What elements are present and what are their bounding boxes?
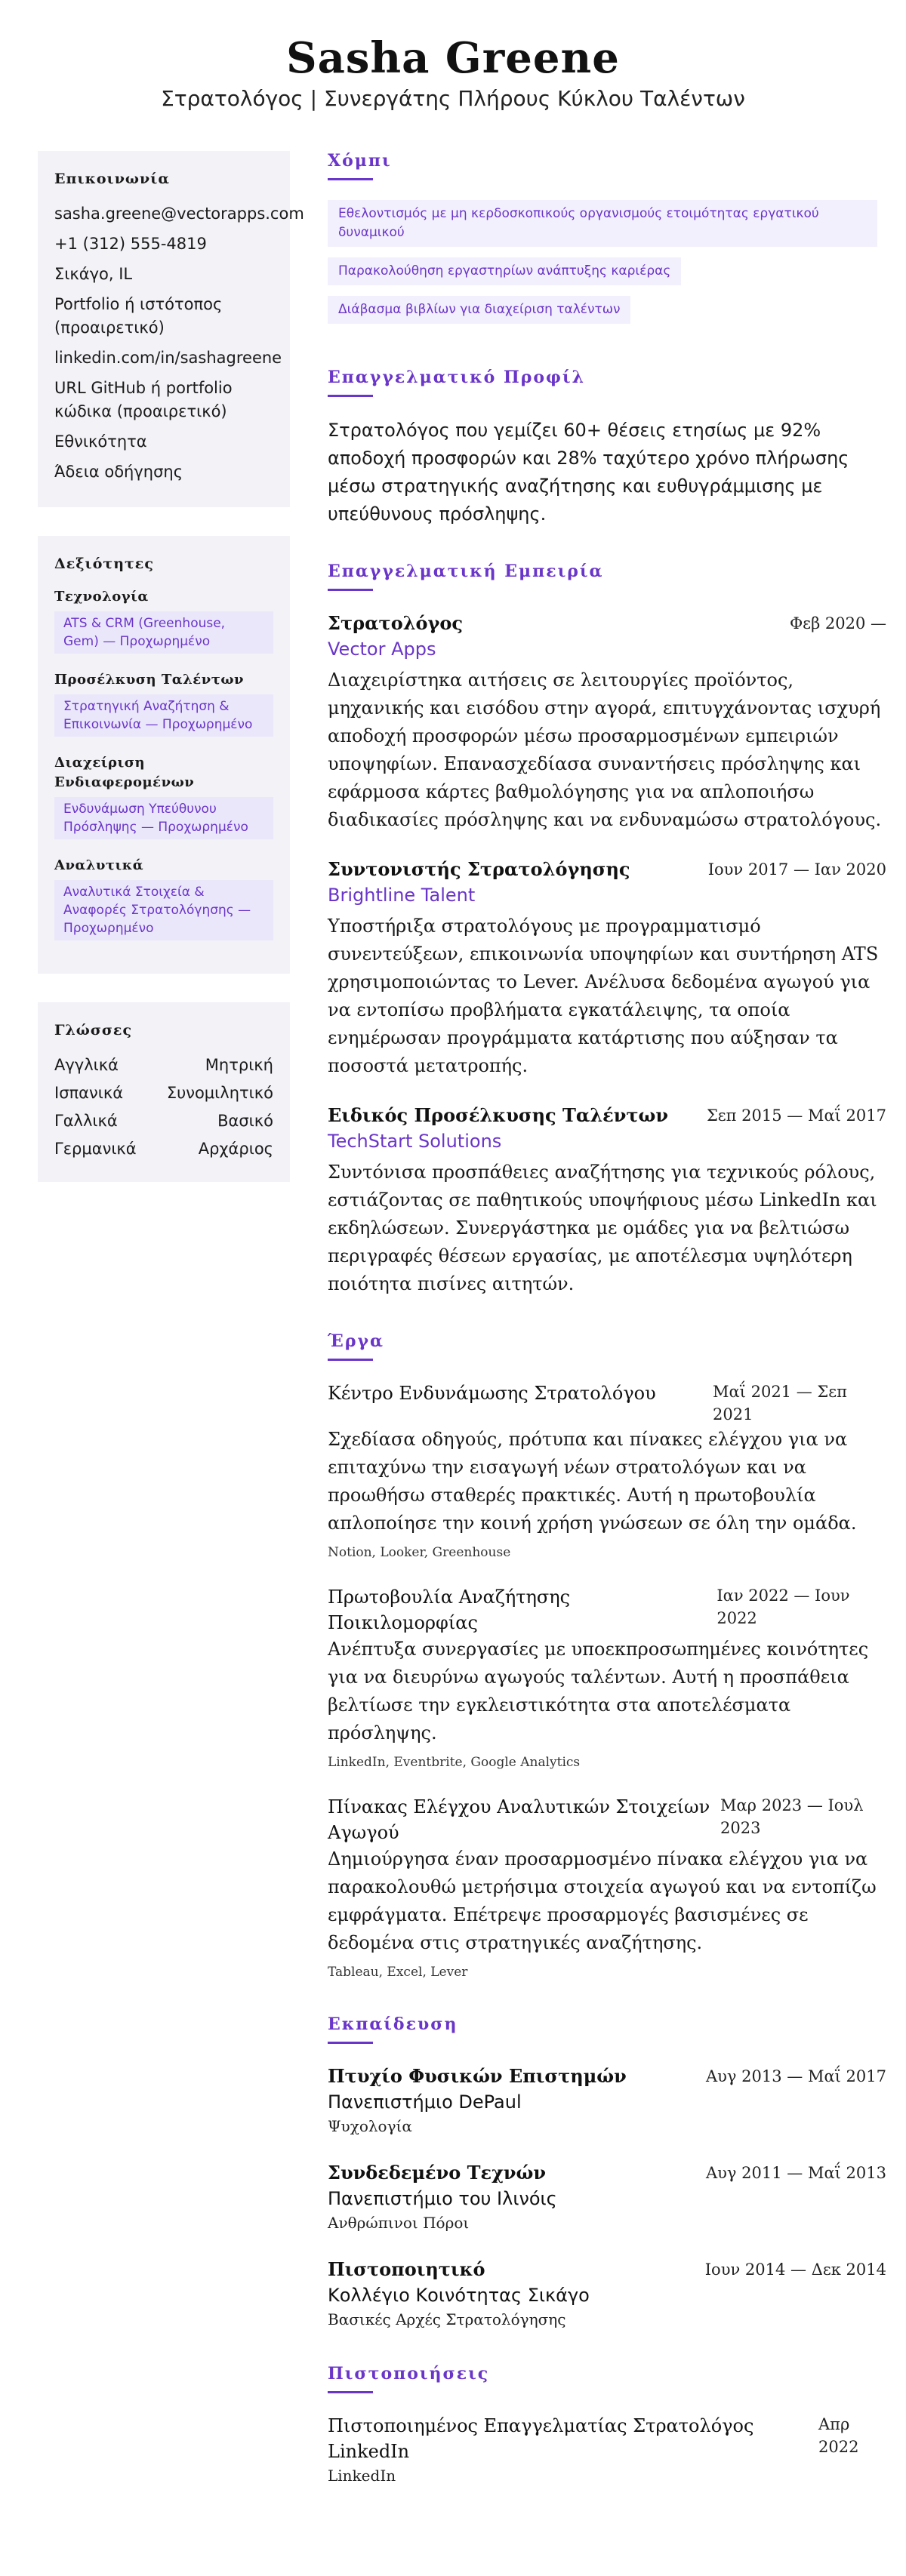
field-of-study: Ανθρώπινοι Πόροι [328, 2214, 470, 2232]
candidate-name: Sasha Greene [286, 33, 620, 83]
contact-title: Επικοινωνία [54, 171, 170, 187]
project-entry [328, 1584, 886, 1771]
section-divider [328, 1359, 373, 1361]
job-description: Υποστήριξα στρατολόγους με προγραμματισμό συνεντεύξεων, επικοινωνία υποψηφίων και συντήρηση ATS χρησιμοποιώντας το Lever. Ανέλυσα δεδομένα αγωγού για να εντοπίσω προβλήματα εγκατάλειψης, τα οποία ενημέρωσαν προγράμματα κατάρτισης που αύξησαν τα ποσοστά μετατροπής. [328, 916, 879, 1076]
project-tools: Tableau, Excel, Lever [328, 1965, 468, 1980]
skill-chip: Αναλυτικά Στοιχεία & Αναφορές Στρατολόγησης — Προχωρημένο [54, 880, 273, 940]
project-date: Μαΐ 2021 — Σεπ 2021 [713, 1383, 847, 1423]
language-name: Γερμανικά [54, 1140, 137, 1158]
language-row [54, 1082, 273, 1105]
main-content [328, 151, 886, 2520]
hobby-chip: Παρακολούθηση εργαστηρίων ανάπτυξης καριέρας [328, 257, 681, 285]
sidebar [38, 151, 304, 2520]
job-company: Brightline Talent [328, 885, 476, 906]
experience-entry [328, 857, 886, 1080]
languages-title: Γλώσσες [54, 1022, 133, 1039]
certification-entry [328, 2413, 886, 2487]
job-role: Ειδικός Προσέλκυσης Ταλέντων [328, 1104, 669, 1126]
language-level: Βασικό [217, 1112, 273, 1130]
section-divider [328, 178, 373, 180]
degree-date: Ιουν 2014 — Δεκ 2014 [704, 2261, 886, 2279]
section-divider [328, 395, 373, 397]
certification-issuer: LinkedIn [328, 2467, 396, 2485]
project-description: Δημιούργησα έναν προσαρμοσμένο πίνακα ελέγχου για να παρακολουθώ μετρήσιμα στοιχεία αγωγού και να εντοπίζω εμφράγματα. Επέτρεψε προσαρμογές βασισμένες σε δεδομένα στις στρατηγικές αναζήτησης. [328, 1848, 877, 1953]
language-name: Αγγλικά [54, 1056, 119, 1074]
section-divider [328, 2391, 373, 2393]
experience-section [328, 562, 886, 1298]
hobby-chip: Διάβασμα βιβλίων για διαχείριση ταλέντων [328, 296, 630, 324]
skills-title: Δεξιότητες [54, 556, 154, 572]
contact-phone[interactable]: +1 (312) 555-4819 [54, 235, 207, 253]
language-row [54, 1109, 273, 1133]
language-level: Αρχάριος [198, 1140, 273, 1158]
hobbies-title: Χόμπι [328, 151, 392, 171]
resume-header [0, 0, 906, 111]
experience-entry [328, 611, 886, 834]
skill-group [54, 670, 273, 737]
skill-group [54, 856, 273, 940]
degree-date: Αυγ 2013 — Μαΐ 2017 [706, 2067, 886, 2085]
project-description: Σχεδίασα οδηγούς, πρότυπα και πίνακες ελέγχου για να επιταχύνω την εισαγωγή νέων στρατολόγων και να προωθήσω σταθερές πρακτικές. Αυτή η πρωτοβουλία απλοποίησε την κοινή χρήση γνώσεων σε όλη την ομάδα. [328, 1429, 857, 1534]
skill-chip: Ενδυνάμωση Υπεύθυνου Πρόσληψης — Προχωρημένο [54, 797, 273, 839]
skill-chip: Στρατηγική Αναζήτηση & Επικοινωνία — Προχωρημένο [54, 694, 273, 737]
project-entry [328, 1380, 886, 1562]
contact-nationality: Εθνικότητα [54, 432, 147, 451]
language-level: Συνομιλητικό [166, 1084, 273, 1102]
experience-entry [328, 1103, 886, 1298]
profile-section [328, 368, 886, 528]
hobby-chip: Εθελοντισμός με μη κερδοσκοπικούς οργανισμούς ετοιμότητας εργατικού δυναμικού [328, 200, 877, 247]
project-tools: LinkedIn, Eventbrite, Google Analytics [328, 1755, 581, 1770]
project-entry [328, 1794, 886, 1981]
degree-title: Πιστοποιητικό [328, 2258, 485, 2280]
skill-group-title: Τεχνολογία [54, 589, 149, 605]
degree-title: Πτυχίο Φυσικών Επιστημών [328, 2065, 627, 2087]
language-name: Ισπανικά [54, 1084, 124, 1102]
contact-card [38, 151, 304, 507]
skill-group-title: Προσέλκυση Ταλέντων [54, 672, 244, 688]
school-name: Πανεπιστήμιο του Ιλινόις [328, 2188, 557, 2209]
project-tools: Notion, Looker, Greenhouse [328, 1545, 511, 1560]
education-entry [328, 2160, 886, 2234]
project-date: Ιαν 2022 — Ιουν 2022 [716, 1587, 850, 1627]
projects-section [328, 1331, 886, 1981]
experience-title: Επαγγελματική Εμπειρία [328, 562, 604, 581]
resume-columns [0, 151, 906, 2520]
languages-card [38, 1002, 290, 1182]
contact-email[interactable]: sasha.greene@vectorapps.com [54, 205, 304, 223]
skill-chip: ATS & CRM (Greenhouse, Gem) — Προχωρημένο [54, 611, 273, 654]
project-title: Κέντρο Ενδυνάμωσης Στρατολόγου [328, 1383, 656, 1404]
job-date: Φεβ 2020 — [789, 614, 886, 632]
skill-group [54, 587, 273, 654]
hobbies-section [328, 151, 886, 334]
degree-title: Συνδεδεμένο Τεχνών [328, 2162, 547, 2184]
language-level: Μητρική [205, 1056, 273, 1074]
contact-license: Άδεια οδήγησης [54, 463, 183, 481]
certifications-title: Πιστοποιήσεις [328, 2364, 490, 2384]
certifications-section [328, 2364, 886, 2487]
contact-github: URL GitHub ή portfolio κώδικα (προαιρετικό) [54, 379, 233, 420]
education-entry [328, 2064, 886, 2137]
field-of-study: Ψυχολογία [328, 2117, 412, 2135]
certification-date: Απρ 2022 [818, 2415, 859, 2456]
skill-group-title: Αναλυτικά [54, 857, 144, 873]
profile-text: Στρατολόγος που γεμίζει 60+ θέσεις ετησίως με 92% αποδοχή προσφορών και 28% ταχύτερο χρόνο πλήρωσης μέσω στρατηγικής αναζήτησης και ευθυγράμμισης με υπεύθυνους πρόσληψης. [328, 420, 849, 525]
education-entry [328, 2257, 886, 2331]
job-date: Σεπ 2015 — Μαΐ 2017 [706, 1106, 886, 1125]
language-row [54, 1137, 273, 1161]
job-description: Συντόνισα προσπάθειες αναζήτησης για τεχνικούς ρόλους, εστιάζοντας σε παθητικούς υποψήφιους μέσω LinkedIn και εκδηλώσεων. Συνεργάστηκα με ομάδες για να βελτιώσω περιγραφές θέσεων εργασίας, με αποτέλεσμα υψηλότερη ποιότητα πισίνες αιτητών. [328, 1162, 877, 1294]
job-date: Ιουν 2017 — Ιαν 2020 [707, 860, 886, 879]
certification-title: Πιστοποιημένος Επαγγελματίας Στρατολόγος LinkedIn [328, 2415, 754, 2462]
field-of-study: Βασικές Αρχές Στρατολόγησης [328, 2310, 566, 2328]
contact-linkedin[interactable]: linkedin.com/in/sashagreene [54, 349, 282, 367]
section-divider [328, 2042, 373, 2044]
job-description: Διαχειρίστηκα αιτήσεις σε λειτουργίες προϊόντος, μηχανικής και εισόδου στην αγορά, επιτυγχάνοντας ισχυρή αποδοχή προσφορών μέσω προσαρμοσμένων εμπειριών υποψηφίων. Επανασχεδίασα συναντήσεις πρόσληψης και εφάρμοσα κάρτες βαθμολόγησης για να απλοποιήσω διαδικασίες πρόσληψης και να ενδυναμώσω στρατολόγους. [328, 669, 882, 830]
section-divider [328, 589, 373, 591]
degree-date: Αυγ 2011 — Μαΐ 2013 [706, 2164, 886, 2182]
contact-portfolio: Portfolio ή ιστότοπος (προαιρετικό) [54, 295, 223, 337]
project-description: Ανέπτυξα συνεργασίες με υποεκπροσωπημένες κοινότητες για να διευρύνω αγωγούς ταλέντων. Αυτή η προσπάθεια βελτίωσε την εγκλειστικότητα στα αποτελέσματα πρόσληψης. [328, 1639, 869, 1743]
education-title: Εκπαίδευση [328, 2014, 458, 2034]
profile-title: Επαγγελματικό Προφίλ [328, 368, 586, 387]
contact-location: Σικάγο, IL [54, 265, 133, 283]
language-name: Γαλλικά [54, 1112, 118, 1130]
job-company: TechStart Solutions [328, 1131, 502, 1152]
job-role: Στρατολόγος [328, 612, 464, 634]
skill-group [54, 753, 273, 839]
project-date: Μαρ 2023 — Ιουλ 2023 [720, 1796, 864, 1837]
projects-title: Έργα [328, 1331, 384, 1351]
candidate-subtitle: Στρατολόγος | Συνεργάτης Πλήρους Κύκλου Ταλέντων [161, 86, 745, 111]
job-company: Vector Apps [328, 639, 436, 660]
school-name: Πανεπιστήμιο DePaul [328, 2091, 522, 2113]
skills-card [38, 536, 290, 974]
school-name: Κολλέγιο Κοινότητας Σικάγο [328, 2285, 590, 2306]
project-title: Πίνακας Ελέγχου Αναλυτικών Στοιχείων Αγωγού [328, 1796, 710, 1843]
project-title: Πρωτοβουλία Αναζήτησης Ποικιλομορφίας [328, 1587, 571, 1633]
skill-group-title: Διαχείριση Ενδιαφερομένων [54, 755, 195, 790]
job-role: Συντονιστής Στρατολόγησης [328, 858, 630, 880]
education-section [328, 2014, 886, 2331]
language-row [54, 1054, 273, 1077]
